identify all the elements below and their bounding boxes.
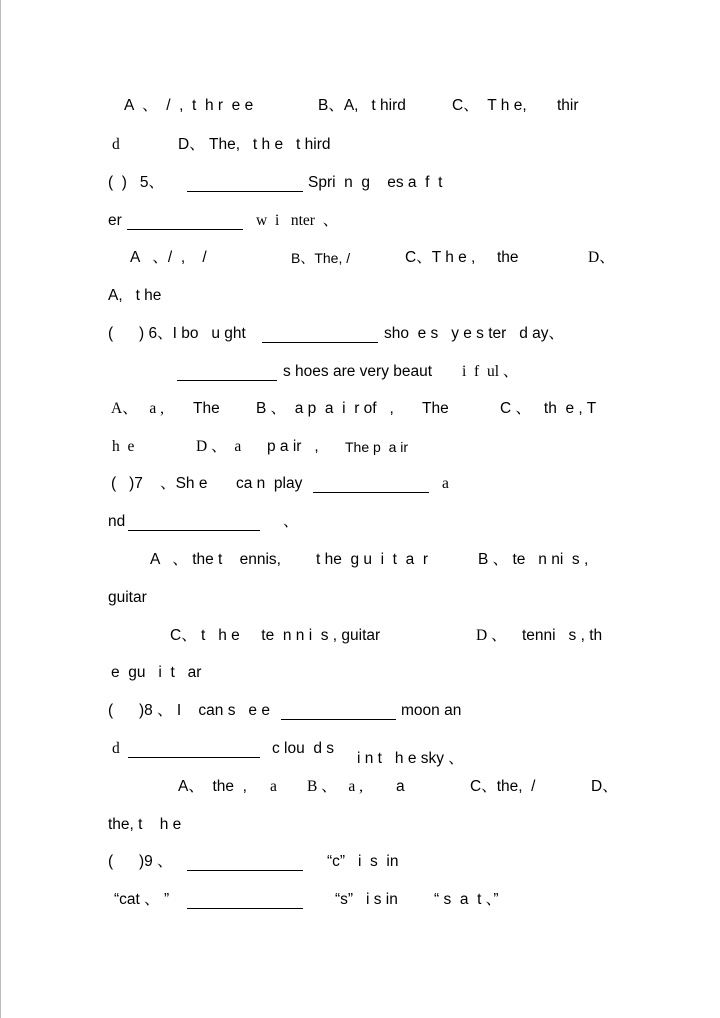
option-b-7: B 、 te n ni s ,	[478, 551, 589, 568]
answer-blank-8a[interactable]	[281, 719, 396, 720]
question-8b	[0, 740, 720, 770]
question-8	[0, 702, 720, 732]
answer-blank-6a[interactable]	[262, 342, 378, 343]
option-line-8b	[0, 816, 720, 846]
question-6-text-3: i f ul 、	[462, 363, 519, 380]
option-line-7	[0, 551, 720, 581]
option-d-4: D、 The, t h e t hird	[178, 136, 331, 153]
option-b-5: B、The, /	[291, 250, 351, 266]
option-line-7c	[0, 627, 720, 657]
question-7b	[0, 513, 720, 543]
option-a-6-cont: The	[193, 400, 220, 417]
question-9-text: “c” i s in	[327, 853, 399, 870]
option-b-4: B、A, t hird	[318, 97, 406, 114]
option-d-7-cont: tenni s , th	[522, 627, 603, 644]
question-7	[0, 475, 720, 505]
question-7-text-end: a	[442, 475, 449, 492]
option-c-5: C、T h e ,	[405, 249, 476, 266]
question-7-text-start: nd	[108, 513, 126, 530]
option-c-4-cont: thir	[557, 97, 579, 114]
question-9b	[0, 891, 720, 921]
question-6-text-2: s hoes are very beaut	[283, 363, 433, 380]
question-5b	[0, 212, 720, 242]
option-line-4b	[0, 136, 720, 166]
option-line-7d	[0, 664, 720, 694]
option-a-8: A、 the ,	[178, 778, 247, 795]
answer-blank-9b[interactable]	[187, 908, 303, 909]
answer-blank-5b[interactable]	[127, 229, 243, 230]
question-6-number: ( ) 6、I bo u ght	[108, 325, 246, 342]
option-line-6	[0, 400, 720, 430]
answer-blank-7a[interactable]	[313, 492, 429, 493]
question-9-word-sat: “ s a t 、”	[434, 891, 499, 908]
answer-blank-9a[interactable]	[187, 870, 303, 871]
option-d-5-cont: A, t he	[108, 287, 162, 304]
option-line-8	[0, 778, 720, 808]
question-9-word-cat: “cat 、 ”	[114, 891, 170, 908]
option-a-7-cont: t he g u i t a r	[316, 551, 428, 568]
option-d-6-cont: p a ir ,	[267, 438, 319, 455]
question-8-text: moon an	[401, 702, 462, 719]
question-5-text-start: er	[108, 212, 122, 229]
question-5	[0, 174, 720, 204]
option-line-7b	[0, 589, 720, 619]
option-c-7: C、 t h e te n n i s , guitar	[170, 627, 381, 644]
question-6b	[0, 363, 720, 393]
option-a-4: A 、 / , t h r e e	[124, 97, 254, 114]
option-b-8-cont: a	[396, 778, 405, 795]
question-9-number: ( )9 、	[108, 853, 173, 870]
option-line-6b	[0, 438, 720, 468]
option-d-7-end: e gu i t ar	[111, 664, 202, 681]
option-b-6-cont: The	[422, 400, 449, 417]
option-a-7: A 、 the t ennis,	[150, 551, 281, 568]
option-line-5b	[0, 287, 720, 317]
question-7-text: ca n play	[236, 475, 303, 492]
option-d-6-end: The p a ir	[345, 439, 409, 455]
question-5-number: ( ) 5、	[108, 174, 164, 191]
question-6-text: sho e s y e s ter d ay、	[384, 325, 565, 342]
option-b-8: B 、 a ,	[307, 778, 363, 795]
option-line-5	[0, 249, 720, 279]
option-d-8-cont: the, t h e	[108, 816, 182, 833]
option-c-5-cont: the	[497, 249, 519, 266]
question-6	[0, 325, 720, 355]
option-b-7-cont: guitar	[108, 589, 147, 606]
answer-blank-6b[interactable]	[177, 380, 277, 381]
question-7-punct: 、	[283, 513, 299, 530]
option-d-5: D、	[588, 249, 615, 266]
option-d-8: D、	[591, 778, 618, 795]
option-d-7: D 、	[476, 627, 507, 644]
option-a-5: A 、/ , /	[130, 249, 207, 266]
option-c-4-end: d	[112, 136, 120, 153]
option-b-6: B 、 a p a i r of ,	[256, 400, 394, 417]
option-c-4: C、 T h e,	[452, 97, 527, 114]
question-5-text-end: w i nter 、	[256, 212, 339, 229]
question-5-text: Spri n g es a f t	[308, 174, 443, 191]
answer-blank-7b[interactable]	[128, 530, 260, 531]
question-9-text-2: “s” i s in	[335, 891, 398, 908]
option-line-4	[0, 97, 720, 127]
question-8-text-2: c lou d s	[272, 740, 335, 757]
option-c-8: C、the, /	[470, 778, 536, 795]
answer-blank-8b[interactable]	[128, 757, 260, 758]
question-7-number: ( )7 、Sh e	[111, 475, 208, 492]
question-8-text-3: i n t h e sky 、	[357, 750, 464, 767]
option-c-6-end: h e	[112, 438, 135, 455]
option-c-6: C 、 th e , T	[500, 400, 597, 417]
question-9	[0, 853, 720, 883]
option-a-8-cont: a	[270, 778, 277, 795]
question-8-text-start: d	[112, 740, 120, 757]
option-a-6: A、 a ,	[111, 400, 164, 417]
question-8-number: ( )8 、 I can s e e	[108, 702, 270, 719]
option-d-6: D 、 a	[196, 438, 242, 455]
answer-blank-5a[interactable]	[187, 191, 303, 192]
